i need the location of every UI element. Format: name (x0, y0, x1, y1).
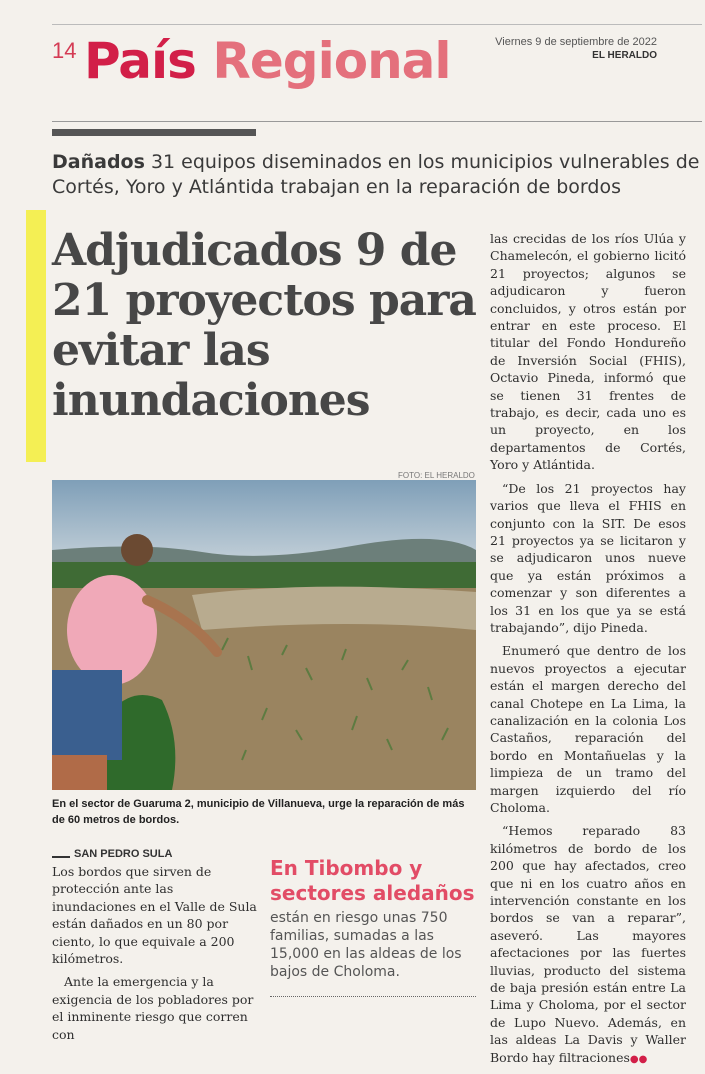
paragraph: “De los 21 proyectos hay varios que lleva el FHIS en conjunto con la SIT. De esos 21 proyectos ya se licitaron y se adjudicaron unos nueve que ya están próximos a comenzar y son diferentes a los 31 en los que ya se está trabajando”, dijo Pineda. (490, 480, 686, 635)
section-title-part-1: País (84, 32, 196, 90)
photo-credit: FOTO: EL HERALDO (398, 471, 475, 480)
sidebar-box-rule (270, 996, 476, 997)
section-title (84, 26, 451, 96)
top-rule (52, 24, 702, 25)
flooded-field-photo (52, 480, 476, 790)
byline-rule (52, 856, 70, 858)
sidebar-box-text: están en riesgo unas 750 familias, sumadas a las 15,000 en las aldeas de los bajos de Choloma. (270, 910, 462, 980)
sidebar-box-title: En Tibombo y sectores aledaños (270, 856, 475, 905)
paragraph-text: “Hemos reparado 83 kilómetros de bordo de los 200 que hay afectados, creo que ni en los cuatro años en intervención constante en los bordos se van a reparar”, aseveró. Las mayores afectaciones por las fuertes lluvias, producto del sistema de baja presión están entre La Lima y Choloma, por el sector de Lupo Nuevo. Además, en las aldeas La Davis y Waller Bordo hay filtraciones (490, 823, 686, 1065)
news-photo (52, 480, 476, 790)
newspaper-name: EL HERALDO (592, 50, 657, 61)
deck-lead: Dañados (52, 151, 145, 173)
header-divider (52, 121, 702, 122)
photo-caption: En el sector de Guaruma 2, municipio de Villanueva, urge la reparación de más de 60 metros de bordos. (52, 798, 465, 826)
left-column (52, 863, 258, 1049)
headline: Adjudicados 9 de 21 proyectos para evitar las inundaciones (52, 225, 476, 426)
section-bar (52, 129, 256, 136)
section-title-part-2: Regional (212, 32, 451, 90)
paragraph: Ante la emergencia y la exigencia de los pobladores por el inminente riesgo que corren con (52, 974, 254, 1042)
page-number: 14 (52, 38, 77, 63)
publication-date: Viernes 9 de septiembre de 2022 (495, 36, 657, 48)
highlighter-mark (26, 210, 46, 462)
paragraph (490, 822, 686, 1068)
deck-summary (52, 150, 702, 200)
byline: SAN PEDRO SULA (74, 848, 173, 860)
paragraph: Enumeró que dentro de los nuevos proyectos a ejecutar están el margen derecho del canal Chotepe en La Lima, la canalización en la colonia Los Castaños, reparación del bordo en Montañuelas y la limpieza de un tramo del margen izquierdo del río Choloma. (490, 643, 686, 815)
paragraph: Los bordos que sirven de protección ante las inundaciones en el Valle de Sula están dañados en un 80 por ciento, lo que equivale a 200 kilómetros. (52, 864, 257, 967)
paragraph: las crecidas de los ríos Ulúa y Chamelecón, el gobierno licitó 21 proyectos; algunos se adjudicaron y fueron concluidos, y otros están por entrar en este proceso. El titular del Fondo Hondureño de Inversión Social (FHIS), Octavio Pineda, informó que se tienen 31 frentes de trabajo, es decir, cada uno es un proyecto, en los departamentos de Cortés, Yoro y Atlántida. (490, 231, 686, 473)
deck-text: 31 equipos diseminados en los municipios vulnerables de Cortés, Yoro y Atlántida trabajan en la reparación de bordos (52, 151, 700, 198)
right-column (490, 230, 686, 1074)
end-mark: ●● (629, 1053, 648, 1065)
